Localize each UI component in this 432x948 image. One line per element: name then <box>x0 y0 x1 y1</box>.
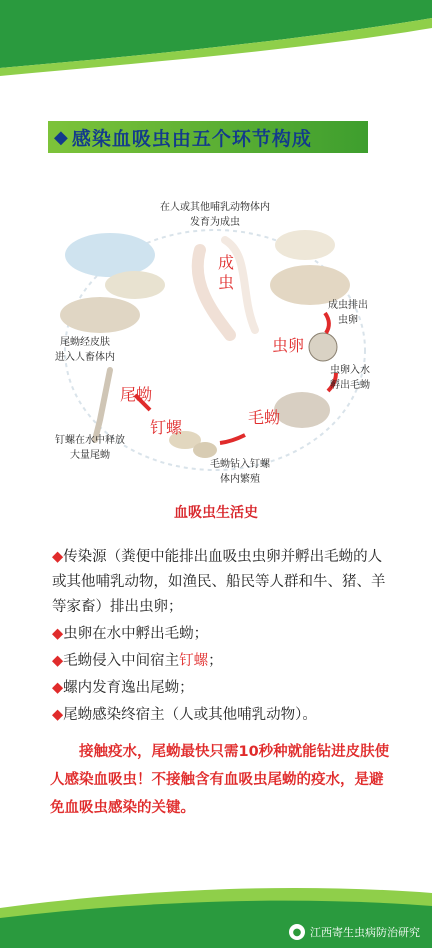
red-label-egg: 虫卵 <box>272 336 305 355</box>
bullet-item: ◆虫卵在水中孵出毛蚴； <box>52 626 209 642</box>
label-adult-host: 在人或其他哺乳动物体内 发育为成虫 <box>160 202 270 228</box>
red-label-snail: 钉螺 <box>150 418 183 437</box>
diamond-icon: ◆ <box>52 707 64 723</box>
diamond-icon: ◆ <box>54 126 68 148</box>
red-label-adult: 成 虫 <box>218 253 235 292</box>
bullet-item: ◆毛蚴侵入中间宿主钉螺； <box>52 653 223 669</box>
lifecycle-diagram <box>40 195 390 495</box>
bullet-list <box>52 545 392 730</box>
miracidium-shape <box>274 392 330 428</box>
watermark-text: 江西寄生虫病防治研究 <box>310 926 420 939</box>
wechat-icon: ● <box>289 924 305 940</box>
diamond-icon: ◆ <box>52 549 64 565</box>
diamond-icon: ◆ <box>52 653 64 669</box>
diagram-caption: 血吸虫生活史 <box>174 505 258 521</box>
bullet-item: ◆传染源（粪便中能排出血吸虫虫卵并孵出毛蚴的人或其他哺乳动物，如渔民、船民等人群和牛、猪、羊等家畜）排出虫卵； <box>52 549 386 615</box>
warning-note: 接触疫水，尾蚴最快只需10秒种就能钻进皮肤使人感染血吸虫！不接触含有血吸虫尾蚴的疫水，是避免血吸虫感染的关键。 <box>50 744 390 816</box>
highlight-snail: 钉螺 <box>179 653 209 669</box>
label-snail-release: 钉螺在水中释放 大量尾蚴 <box>55 435 125 461</box>
label-egg-hatch: 虫卵入水 孵出毛蚴 <box>330 365 370 391</box>
red-label-cercaria: 尾蚴 <box>120 385 153 404</box>
diamond-icon: ◆ <box>52 626 64 642</box>
watermark <box>289 924 420 940</box>
red-label-miracidium: 毛蚴 <box>248 408 281 427</box>
banner-title: 感染血吸虫由五个环节构成 <box>71 127 312 150</box>
top-wave-decoration <box>0 0 432 80</box>
water-scene <box>65 233 155 277</box>
bullet-item: ◆螺内发育逸出尾蚴； <box>52 680 194 696</box>
bullet-item: ◆尾蚴感染终宿主（人或其他哺乳动物）。 <box>52 707 317 723</box>
label-miracidium-snail: 毛蚴钻入钉螺 体内繁殖 <box>210 459 270 485</box>
cercaria-shape <box>95 370 110 440</box>
label-adult-out: 成虫排出 虫卵 <box>328 300 368 326</box>
egg-shape <box>309 333 337 361</box>
section-banner <box>48 121 368 153</box>
diamond-icon: ◆ <box>52 680 64 696</box>
label-cercaria-skin: 尾蚴经皮肤 进入人畜体内 <box>55 337 115 363</box>
